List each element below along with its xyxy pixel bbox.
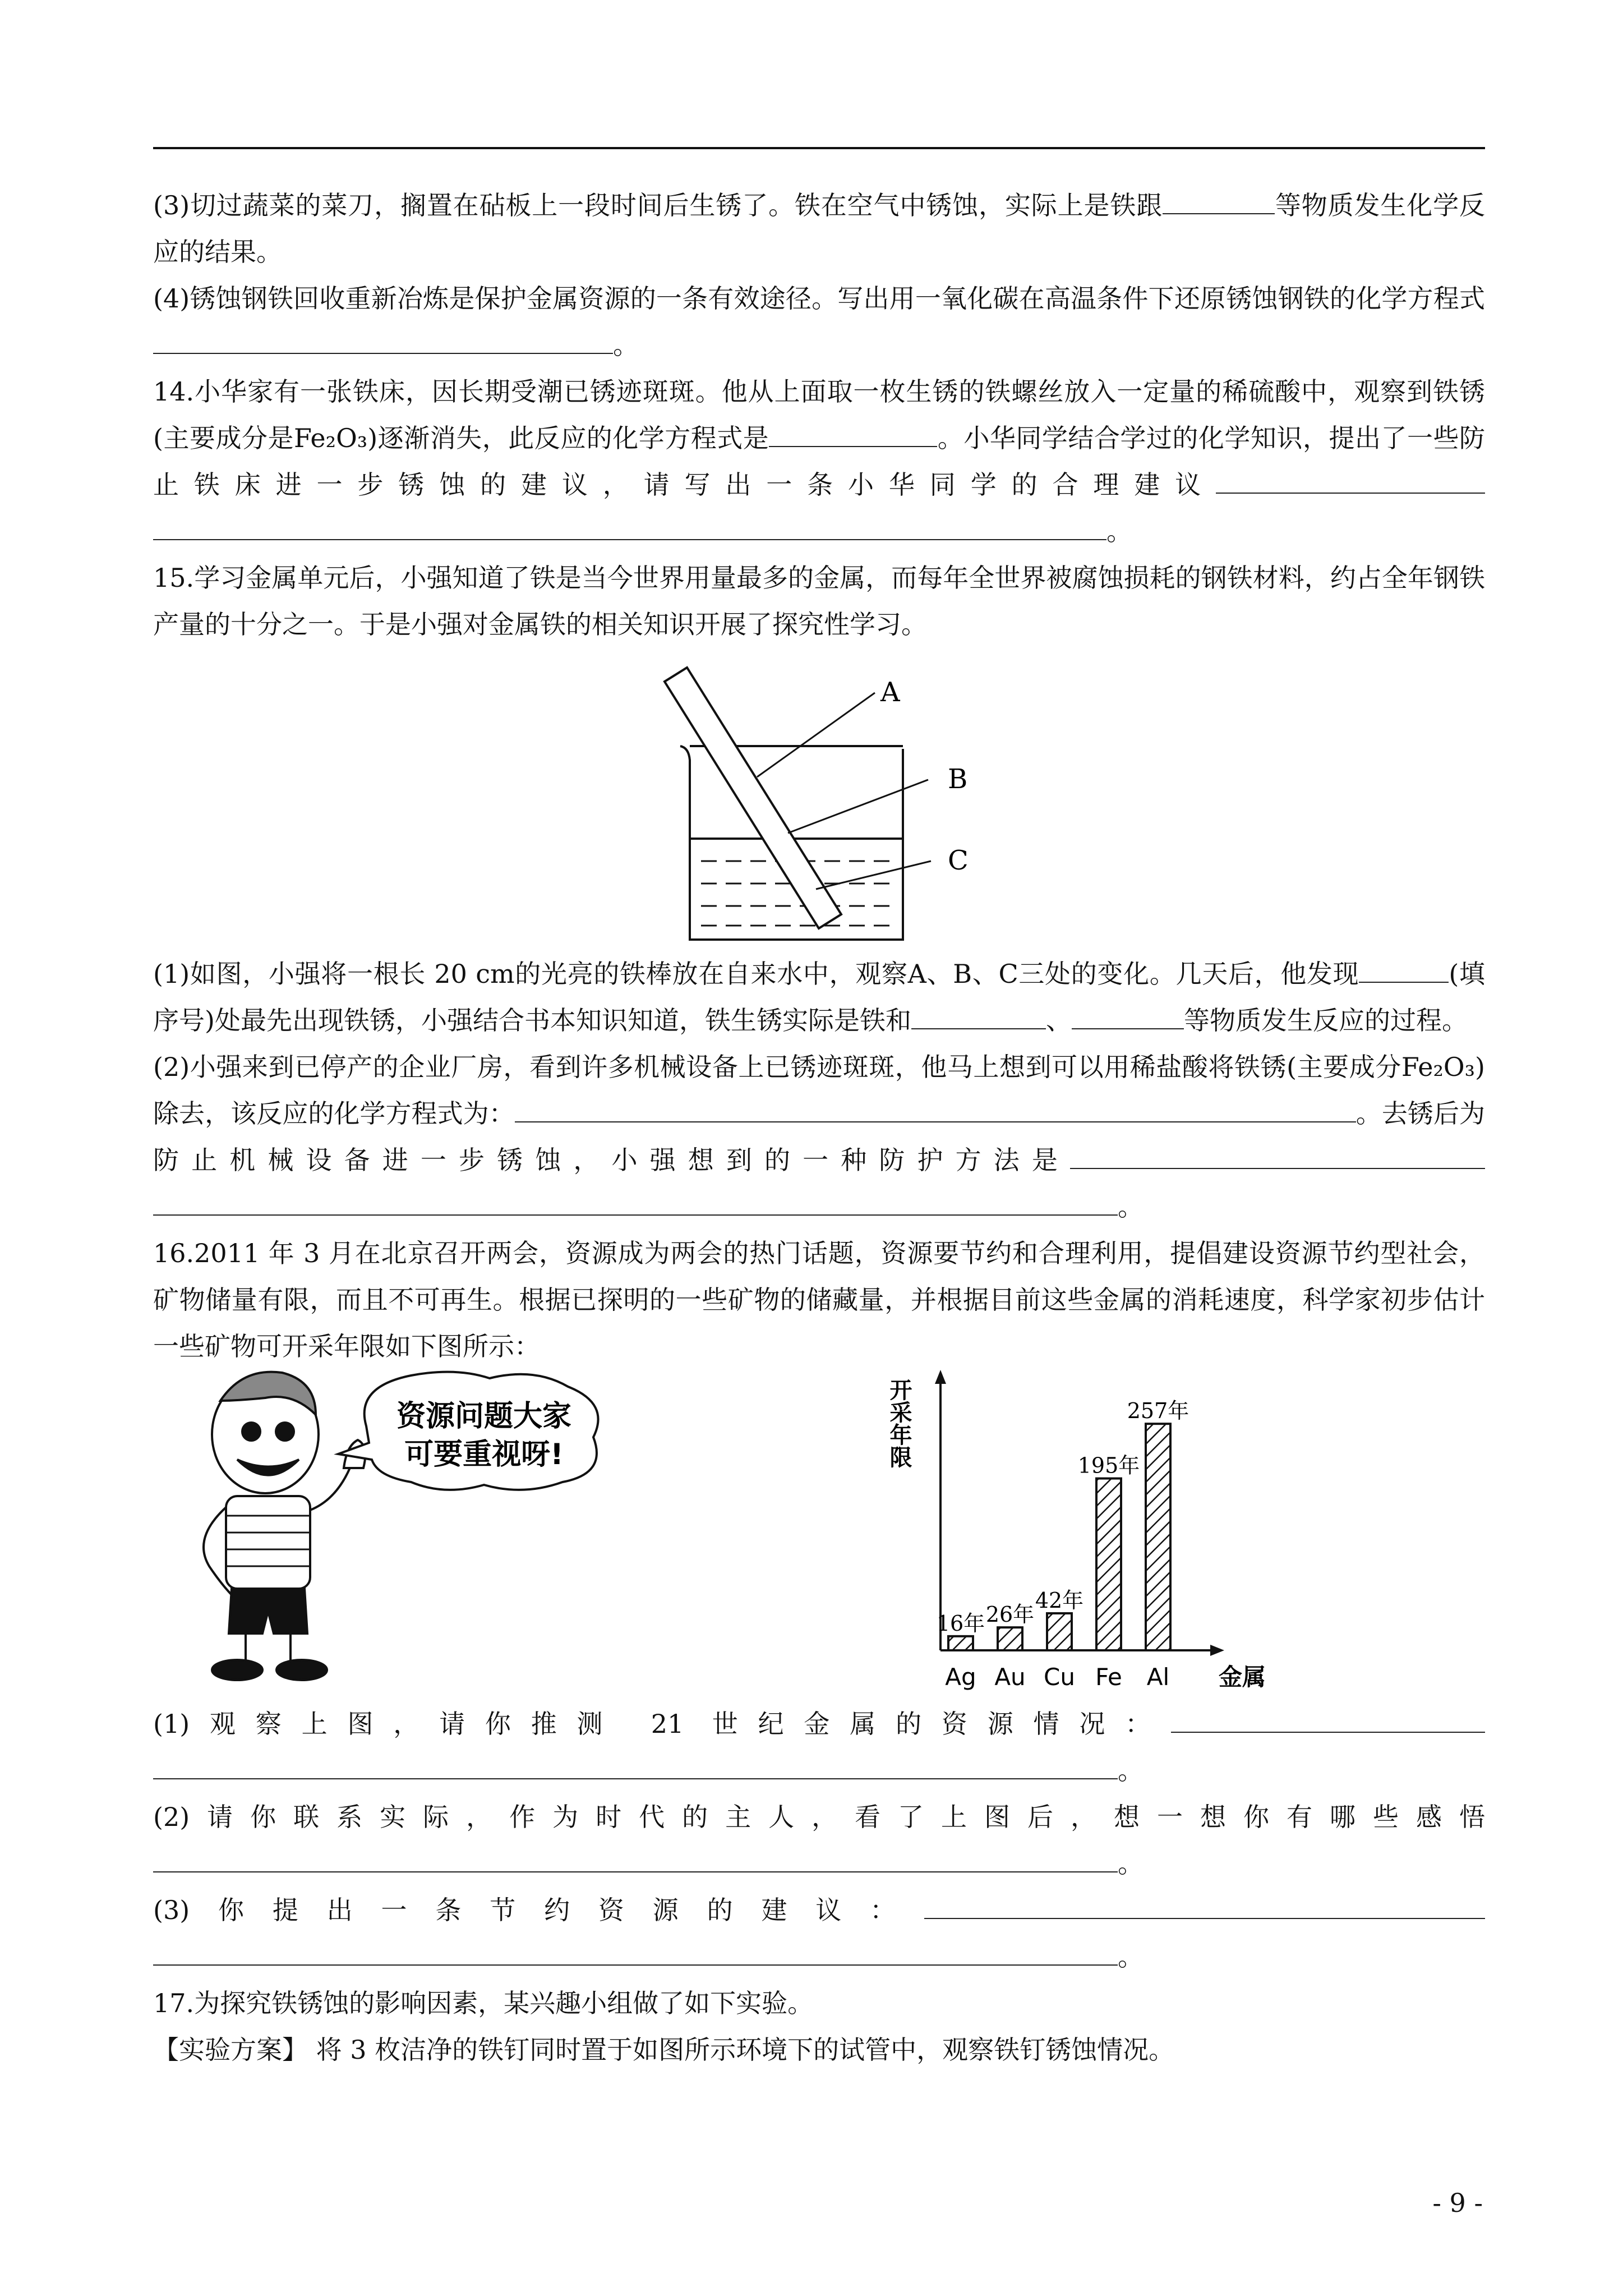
data-label-cu: 42年	[1035, 1588, 1084, 1613]
leader-line-a	[757, 693, 875, 777]
q15-intro: 15.学习金属单元后，小强知道了铁是当今世界用量最多的金属，而每年全世界被腐蚀损耗的钢铁材料，约占全年钢铁产量的十分之一。于是小强对金属铁的相关知识开展了探究性学习。	[153, 563, 1485, 639]
answer-blank[interactable]	[153, 1849, 1118, 1872]
data-label-ag: 16年	[936, 1611, 985, 1636]
answer-blank[interactable]	[1072, 1006, 1184, 1029]
x-axis-label: 金属	[1219, 1663, 1266, 1691]
leader-line-b	[788, 780, 928, 833]
q15-part2: (2)小强来到已停产的企业厂房，看到许多机械设备上已锈迹斑斑，他马上想到可以用稀盐酸将铁锈(主要成分Fe₂O₃)除去，该反应的化学方程式为： 。去锈后为防止机械设备进一步锈蚀，小强想到的一种防护方法是。	[153, 1052, 1486, 1222]
answer-blank[interactable]	[1070, 1145, 1485, 1169]
answer-blank[interactable]	[515, 1099, 649, 1122]
data-label-al: 257年	[1127, 1398, 1189, 1424]
tick-label-ag: Ag	[945, 1663, 976, 1691]
tick-label-al: Al	[1146, 1663, 1170, 1691]
cartoon-boy-icon	[204, 1372, 365, 1680]
answer-blank[interactable]	[911, 1006, 1046, 1029]
bar-au	[998, 1627, 1022, 1650]
q13-part4: (4)锈蚀钢铁回收重新冶炼是保护金属资源的一条有效途径。写出用一氧化碳在高温条件下还原锈蚀钢铁的化学方程式。	[153, 283, 1485, 360]
label-a: A	[880, 677, 900, 708]
iron-rod	[665, 668, 841, 928]
data-label-fe: 195年	[1077, 1453, 1140, 1478]
answer-blank[interactable]	[153, 1192, 1118, 1216]
tick-label-cu: Cu	[1044, 1663, 1075, 1691]
bar-ag	[948, 1636, 973, 1650]
label-c: C	[948, 845, 969, 876]
q16-part1: (1)观察上图，请你推测 21 世纪金属的资源情况：。	[153, 1701, 1485, 1794]
leader-line-c	[816, 861, 931, 889]
answer-blank[interactable]	[153, 330, 613, 354]
answer-blank[interactable]	[924, 1895, 1485, 1919]
beaker-diagram	[153, 648, 1485, 951]
tick-label-fe: Fe	[1095, 1663, 1122, 1691]
resource-illustration	[153, 1370, 1485, 1701]
answer-blank[interactable]	[1359, 959, 1449, 983]
answer-blank[interactable]	[649, 1099, 1356, 1122]
bubble-text-line2: 可要重视呀!	[404, 1438, 564, 1471]
data-label-au: 26年	[985, 1602, 1035, 1627]
resource-figure	[153, 1370, 1485, 1701]
label-b: B	[948, 763, 968, 795]
bar-al	[1146, 1424, 1170, 1650]
bubble-text-line1: 资源问题大家	[396, 1400, 572, 1433]
answer-blank[interactable]	[1163, 191, 1275, 214]
bar-cu	[1047, 1613, 1072, 1650]
q17-plan: 【实验方案】 将 3 枚洁净的铁钉同时置于如图所示环境下的试管中，观察铁钉锈蚀情况。	[153, 2035, 1175, 2065]
page-number: - 9 -	[1432, 2188, 1483, 2218]
tick-label-au: Au	[994, 1663, 1026, 1691]
q15-part1: (1)如图，小强将一根长 20 cm的光亮的铁棒放在自来水中，观察A、B、C三处的变化。几天后，他发现 (填序号)处最先出现铁锈，小强结合书本知识知道，铁生锈实际是铁和 、 等物质发生反应的过程。	[153, 959, 1485, 1036]
answer-blank[interactable]	[153, 1756, 1118, 1779]
plan-label: 【实验方案】	[153, 2035, 308, 2065]
q13-part3: (3)切过蔬菜的菜刀，搁置在砧板上一段时间后生锈了。铁在空气中锈蚀，实际上是铁跟 等物质发生化学反应的结果。	[153, 190, 1485, 267]
q16-intro: 16.2011 年 3 月在北京召开两会，资源成为两会的热门话题，资源要节约和合理利用，提倡建设资源节约型社会，矿物储量有限，而且不可再生。根据已探明的一些矿物的储藏量，并根据目前这些金属的消耗速度，科学家初步估计一些矿物可开采年限如下图所示：	[153, 1238, 1485, 1361]
document-body	[153, 182, 1485, 2073]
answer-blank[interactable]	[153, 1942, 1118, 1966]
answer-blank[interactable]	[1216, 470, 1485, 494]
answer-blank[interactable]	[769, 424, 937, 447]
q14: 14.小华家有一张铁床，因长期受潮已锈迹斑斑。他从上面取一枚生锈的铁螺丝放入一定量的稀硫酸中，观察到铁锈(主要成分是Fe₂O₃)逐渐消失，此反应的化学方程式是 。小华同学结合学过的化学知识，提出了一些防止铁床进一步锈蚀的建议，请写出一条小华同学的合理建议。	[153, 376, 1485, 546]
answer-blank[interactable]	[153, 517, 1106, 540]
q16-part2: (2)请你联系实际，作为时代的主人，看了上图后，想一想你有哪些感悟。	[153, 1802, 1485, 1879]
y-axis-label: 开采年限	[886, 1378, 912, 1468]
header-rule	[153, 147, 1485, 149]
bar-fe	[1096, 1479, 1121, 1650]
q17-intro: 17.为探究铁锈蚀的影响因素，某兴趣小组做了如下实验。	[153, 1988, 814, 2018]
x-axis-arrow-icon	[1210, 1645, 1224, 1656]
answer-blank[interactable]	[1171, 1709, 1485, 1733]
beaker-figure	[153, 648, 1485, 951]
y-axis-arrow-icon	[935, 1370, 946, 1384]
bar-chart	[886, 1370, 1266, 1691]
q16-part3: (3)你提出一条节约资源的建议：。	[153, 1887, 1485, 1980]
